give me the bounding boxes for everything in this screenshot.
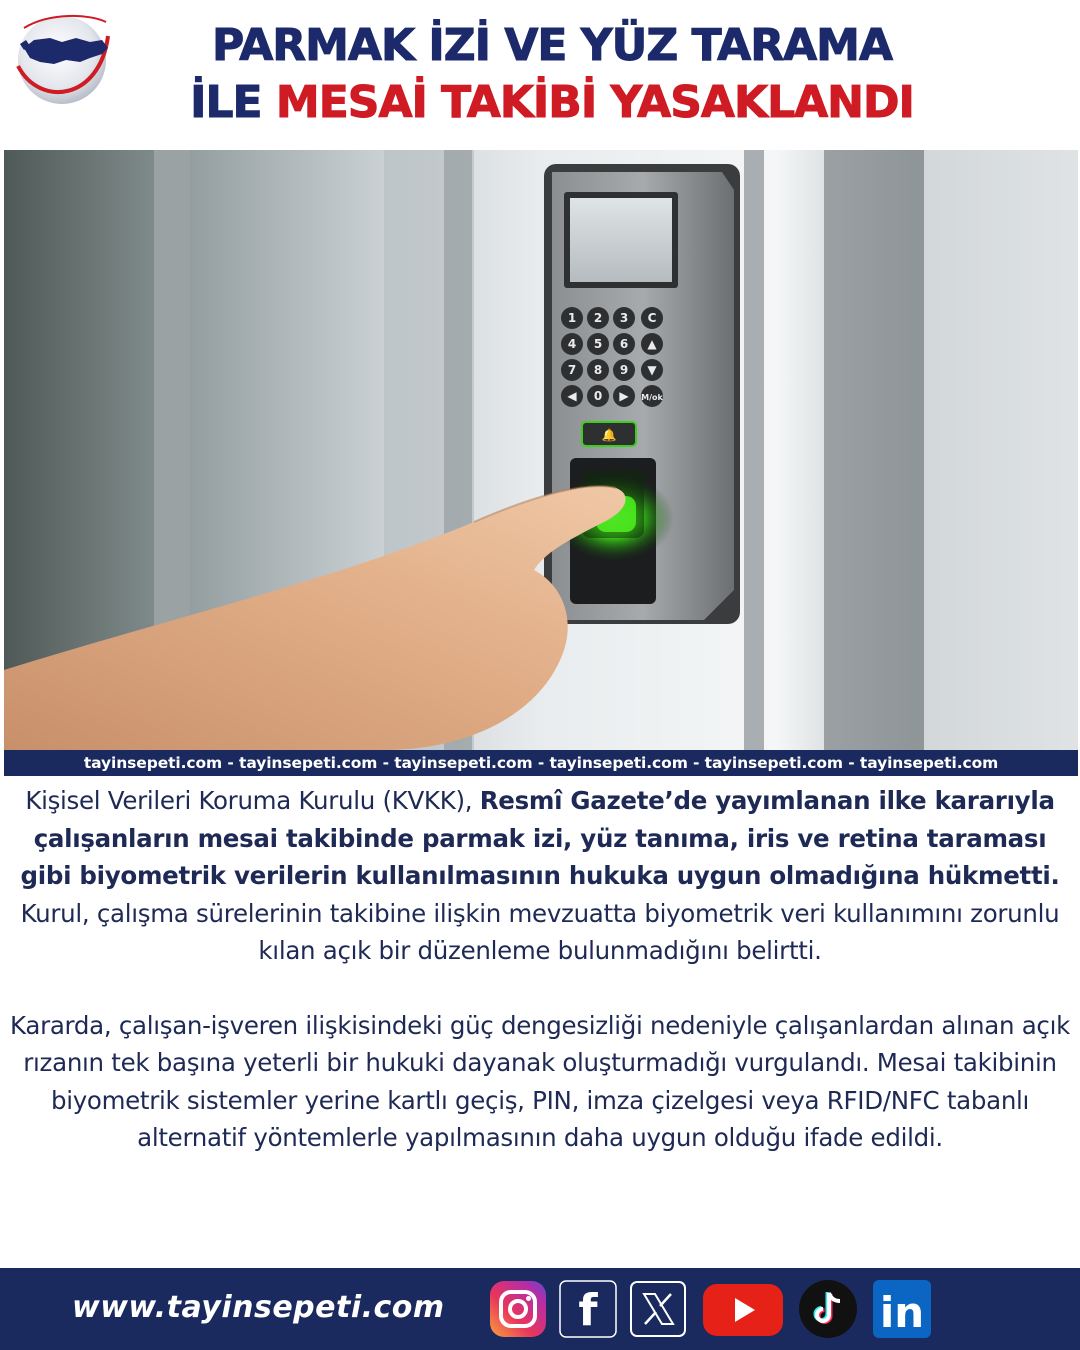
article-p1-bold: Resmî Gazete’de yayımlanan ilke kararıyla çalışanların mesai takibinde parmak izi, yüz tanıma, iris ve retina taraması gibi biyometrik verilerin kullanılmasının hukuka uygun olmadığına hükmetti. [20, 786, 1060, 890]
svg-text:3: 3 [619, 311, 629, 325]
hero-photo-fingerprint-scanner [4, 150, 1078, 750]
svg-text:5: 5 [593, 337, 603, 351]
linkedin-glyph: in [879, 1288, 925, 1337]
footer [0, 1268, 1080, 1350]
svg-text:2: 2 [593, 311, 603, 325]
svg-text:◀: ◀ [567, 389, 577, 403]
svg-text:▲: ▲ [647, 337, 657, 351]
headline [112, 18, 992, 132]
youtube-icon[interactable] [700, 1280, 786, 1338]
x-icon[interactable] [628, 1280, 688, 1338]
headline-line-2-prefix: İLE [190, 77, 276, 128]
article-paragraph-1 [10, 782, 1070, 970]
headline-highlight: MESAİ TAKİBİ YASAKLANDI [275, 77, 914, 128]
svg-text:8: 8 [593, 363, 603, 377]
headline-line-1: PARMAK İZİ VE YÜZ TARAMA [211, 20, 893, 71]
instagram-icon[interactable] [488, 1280, 548, 1338]
svg-text:7: 7 [567, 363, 577, 377]
svg-text:M/ok: M/ok [641, 393, 663, 402]
svg-text:9: 9 [619, 363, 629, 377]
svg-text:🔔: 🔔 [601, 428, 617, 442]
article-p1-intro: Kişisel Verileri Koruma Kurulu (KVKK), [25, 786, 480, 815]
article-paragraph-2: Kararda, çalışan-işveren ilişkisindeki güç dengesizliği nedeniyle çalışanlardan alınan açık rızanın tek başına yeterli bir hukuki dayanak oluşturmadığı vurgulandı. Mesai takibinin biyometrik sistemler yerine kartlı geçiş, PIN, imza çizelgesi veya RFID/NFC tabanlı alternatif yöntemlerle yapılmasının daha uygun olduğu ifade edildi. [10, 1010, 1070, 1152]
svg-text:6: 6 [619, 337, 629, 351]
paragraph-gap [10, 970, 1070, 1007]
facebook-glyph: f [578, 1285, 598, 1336]
facebook-icon[interactable] [558, 1280, 618, 1338]
header [0, 0, 1080, 148]
website-link[interactable]: www.tayinsepeti.com [72, 1290, 445, 1325]
article-body [10, 782, 1070, 1270]
svg-text:C: C [647, 311, 657, 325]
svg-text:1: 1 [567, 311, 577, 325]
turkey-globe-logo-icon [10, 8, 114, 112]
svg-text:4: 4 [567, 337, 577, 351]
linkedin-icon[interactable] [872, 1280, 932, 1338]
svg-text:0: 0 [593, 389, 603, 403]
tiktok-icon[interactable] [798, 1280, 858, 1338]
watermark-strip: tayinsepeti.com - tayinsepeti.com - tayinsepeti.com - tayinsepeti.com - tayinsepeti.com - tayinsepeti.com [4, 750, 1078, 776]
svg-text:▶: ▶ [619, 389, 629, 403]
svg-text:▼: ▼ [647, 363, 657, 377]
headline-line-2 [112, 74, 992, 132]
article-p1-end: Kurul, çalışma sürelerinin takibine ilişkin mevzuatta biyometrik veri kullanımını zorunlu kılan açık bir düzenleme bulunmadığını belirtti. [20, 898, 1060, 965]
